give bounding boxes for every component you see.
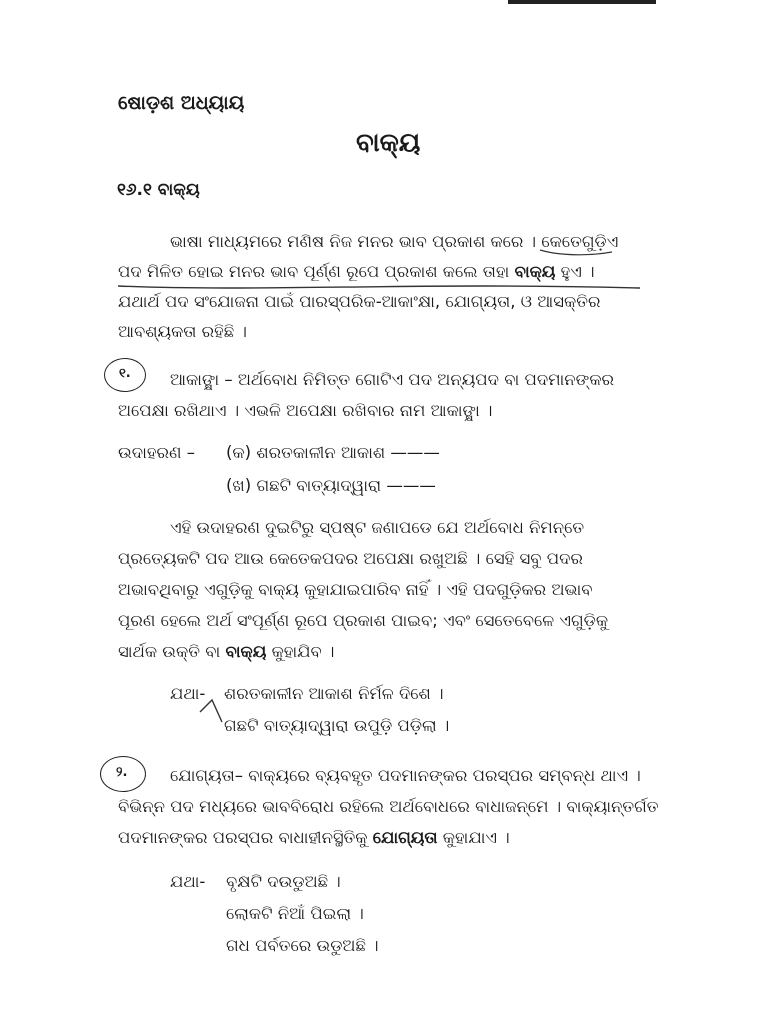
section-marker-2-label: ୨.	[116, 765, 128, 780]
yogyata-line-3-text-a: ପଦମାନଙ୍କର ପରସ୍ପର ବାଧାହୀନସ୍ଥିତିକୁ	[118, 828, 373, 847]
explanation-line-5-bold: ବାକ୍ୟ	[225, 642, 267, 661]
explanation-line-4: ପୂରଣ ହେଲେ ଅର୍ଥ ସଂପୂର୍ଣ୍ଣ ରୂପେ ପ୍ରକାଶ ପାଇବ; ଏବଂ ସେତେବେଳେ ଏଗୁଡ଼ିକୁ	[118, 611, 609, 630]
example-ka: (କ) ଶରତକାଳୀନ ଆକାଶ ———	[226, 443, 440, 462]
yogyata-example-3: ଗଧ ପର୍ବତରେ ଉଡୁଅଛି ।	[226, 936, 379, 955]
akanksha-line-2: ଅପେକ୍ଷା ରଖିଥାଏ । ଏଭଳି ଅପେକ୍ଷା ରଖିବାର ନାମ ଆକାଙ୍କ୍ଷା ।	[118, 401, 493, 420]
chapter-heading: ଷୋଡ଼ଶ ଅଧ୍ୟାୟ	[118, 92, 245, 114]
yogyata-line-1: ଯୋଗ୍ୟତା– ବାକ୍ୟରେ ବ୍ୟବହୃତ ପଦମାନଙ୍କର ପରସ୍ପର ସମ୍ବନ୍ଧ ଥାଏ ।	[170, 766, 641, 785]
section-marker-circle-2	[100, 756, 146, 792]
intro-line-3: ଯଥାର୍ଥ ପଦ ସଂଯୋଜନା ପାଇଁ ପାରସ୍ପରିକ-ଆକାଂକ୍ଷା, ଯୋଗ୍ୟତା, ଓ ଆସକ୍ତିର	[118, 292, 601, 311]
explanation-line-5	[118, 642, 334, 662]
yogyata-example-2: ଲୋକଟି ନିଆଁ ପିଇଲା ।	[226, 904, 364, 923]
explanation-line-5-text-b: କୁହାଯିବ ।	[266, 642, 335, 661]
intro-line-2-text-b: ହୁଏ ।	[555, 262, 595, 281]
akanksha-example-1: ଶରତକାଳୀନ ଆକାଶ ନିର୍ମଳ ଦିଶେ ।	[224, 684, 444, 703]
yogyata-line-3	[118, 828, 510, 848]
yogyata-line-3-text-b: କୁହାଯାଏ ।	[437, 828, 510, 847]
section-marker-1-label: ୧.	[119, 366, 131, 381]
intro-line-4: ଆବଶ୍ୟକତା ରହିଛି ।	[118, 322, 247, 341]
explanation-line-1: ଏହି ଉଦାହରଣ ଦୁଇଟିରୁ ସ୍ପଷ୍ଟ ଜଣାପଡେ ଯେ ଅର୍ଥବୋଧ ନିମନ୍ତେ	[170, 518, 585, 537]
intro-line-2-bold: ବାକ୍ୟ	[514, 262, 556, 281]
explanation-line-5-text-a: ସାର୍ଥକ ଉକ୍ତି ବା	[118, 642, 226, 661]
yatha-label-2: ଯଥା-	[170, 872, 206, 891]
example-label: ଉଦାହରଣ –	[118, 443, 195, 462]
akanksha-line-1: ଆକାଙ୍କ୍ଷା – ଅର୍ଥବୋଧ ନିମିତ୍ତ ଗୋଟିଏ ପଦ ଅନ୍ୟପଦ ବା ପଦମାନଙ୍କର	[170, 370, 615, 389]
yogyata-example-1: ବୃକ୍ଷଟି ଦଉଡୁଅଛି ।	[226, 872, 341, 891]
section-marker-circle-1	[104, 358, 146, 392]
akanksha-example-2: ଗଛଟି ବାତ୍ୟାଦ୍ୱାରା ଉପୁଡ଼ି ପଡ଼ିଲା ।	[224, 716, 450, 735]
explanation-line-2: ପ୍ରତ୍ୟେକଟି ପଦ ଆଉ କେତେକପଦର ଅପେକ୍ଷା ରଖୁଅଛି । ସେହି ସବୁ ପଦର	[118, 549, 583, 568]
intro-line-2-text-a: ପଦ ମିଳିତ ହୋଇ ମନର ଭାବ ପୂର୍ଣ୍ଣ ରୂପେ ପ୍ରକାଶ କଲେ ତାହା	[118, 262, 515, 281]
explanation-line-3: ଅଭାବଥିବାରୁ ଏଗୁଡ଼ିକୁ ବାକ୍ୟ କୁହାଯାଇପାରିବ ନାହିଁ । ଏହି ପଦଗୁଡ଼ିକର ଅଭାବ	[118, 580, 593, 599]
example-kha: (ଖ) ଗଛଟି ବାତ୍ୟାଦ୍ୱାରା ———	[226, 476, 436, 495]
yogyata-line-3-bold: ଯୋଗ୍ୟତା	[372, 828, 438, 847]
intro-line-2	[118, 262, 595, 282]
top-edge-bar	[508, 0, 656, 4]
intro-line-1: ଭାଷା ମାଧ୍ୟମରେ ମଣିଷ ନିଜ ମନର ଭାବ ପ୍ରକାଶ କରେ । କେତେଗୁଡ଼ିଏ	[170, 232, 619, 251]
yogyata-line-2: ବିଭିନ୍ନ ପଦ ମଧ୍ୟରେ ଭାବବିରୋଧ ରହିଲେ ଅର୍ଥବୋଧରେ ବାଧାଜନ୍ମେ । ବାକ୍ୟାନ୍ତର୍ଗତ	[118, 797, 659, 816]
section-heading: ୧୬.୧ ବାକ୍ୟ	[117, 180, 200, 200]
yatha-label-1: ଯଥା-	[170, 684, 206, 703]
underline-mark-1	[118, 286, 640, 288]
chapter-title: ବାକ୍ୟ	[356, 128, 421, 158]
